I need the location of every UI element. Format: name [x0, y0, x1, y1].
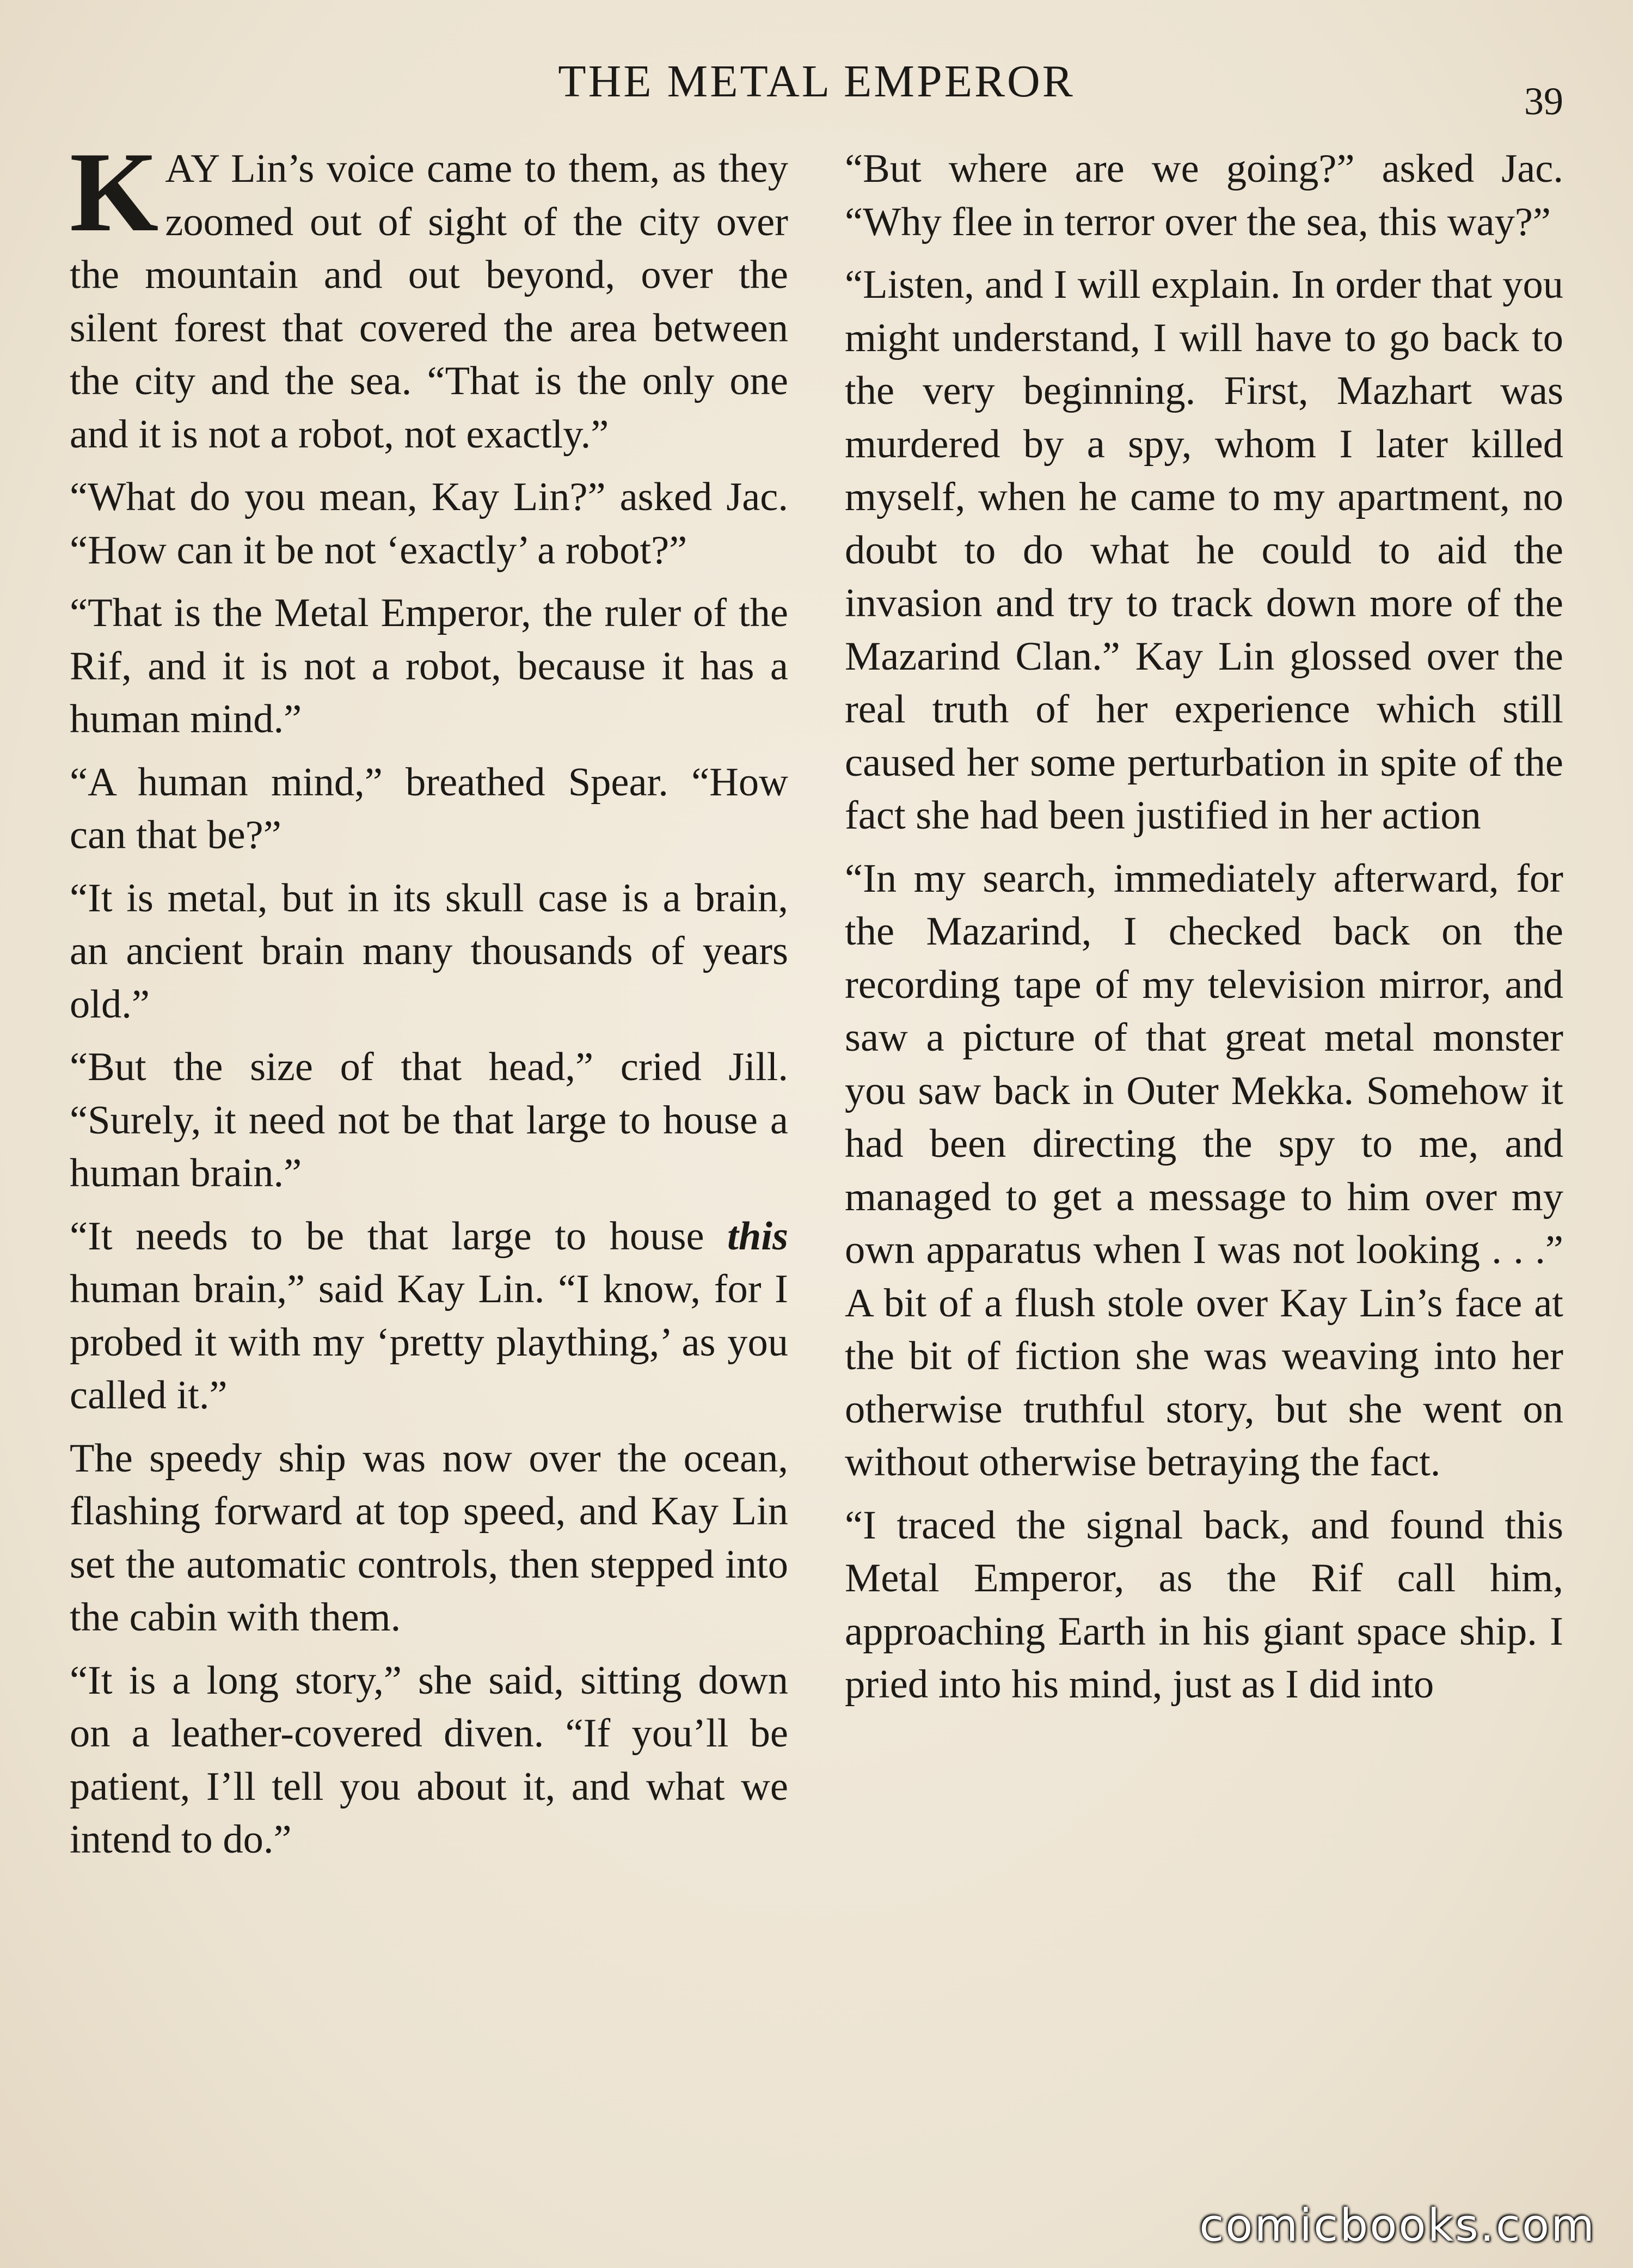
watermark-logo: comicbooks.com	[1199, 2200, 1596, 2252]
paragraph: The speedy ship was now over the ocean, flashing forward at top speed, and Kay Lin set the automatic controls, then stepped into the cabin with them.	[70, 1436, 788, 1640]
left-column	[70, 129, 788, 1877]
paragraph: “But where are we going?” asked Jac. “Why flee in terror over the sea, this way?”	[845, 146, 1563, 244]
running-title: THE METAL EMPEROR	[558, 56, 1075, 107]
paragraph: KAY Lin’s voice came to them, as they zoomed out of sight of the city over the mountain and out beyond, over the silent forest that covered the area between the city and the sea. “That is the only one and it is not a robot, not exactly.”	[70, 129, 788, 457]
paragraph: “In my search, immediately afterward, for the Mazarind, I checked back on the recording tape of my television mirror, and saw a picture of that great metal monster you saw back in Outer Mekka. Somehow it had been directing the spy to me, and managed to get a message to him over my own apparatus when I was not looking . . .” A bit of a flush stole over Kay Lin’s face at the bit of fiction she was weaving into her otherwise truthful story, but she went on without otherwise betraying the fact.	[845, 856, 1563, 1485]
paragraph: “It is metal, but in its skull case is a brain, an ancient brain many thousands of years old.”	[70, 875, 788, 1027]
paragraph: “Listen, and I will explain. In order that you might understand, I will have to go back to the very beginning. First, Mazhart was murdered by a spy, whom I later killed myself, when he came to my apartment, no doubt to do what he could to aid the invasion and try to track down more of the Mazarind Clan.” Kay Lin glossed over the real truth of her experience which still caused her some perturbation in spite of the fact she had been justified in her action	[845, 262, 1563, 838]
paragraph: “It needs to be that large to house this human brain,” said Kay Lin. “I know, for I probed it with my ‘pretty plaything,’ as you called it.”	[70, 1213, 788, 1418]
paragraph: “What do you mean, Kay Lin?” asked Jac. “How can it be not ‘exactly’ a robot?”	[70, 475, 788, 573]
paragraph: “It is a long story,” she said, sitting down on a leather-covered diven. “If you’ll be patient, I’ll tell you about it, and what we intend to do.”	[70, 1658, 788, 1862]
paragraph: “That is the Metal Emperor, the ruler of the Rif, and it is not a robot, because it has a human mind.”	[70, 591, 788, 741]
paragraph: “A human mind,” breathed Spear. “How can that be?”	[70, 759, 788, 857]
paragraph: “But the size of that head,” cried Jill. “Surely, it need not be that large to house a human brain.”	[70, 1045, 788, 1196]
page-number: 39	[1524, 79, 1563, 123]
right-column	[845, 143, 1563, 1721]
emphasis: this	[727, 1213, 788, 1259]
drop-cap: K	[70, 129, 159, 255]
paragraph: “I traced the signal back, and found this Metal Emperor, as the Rif call him, approaching Earth in his giant space ship. I pried into his mind, just as I did into	[845, 1503, 1563, 1707]
